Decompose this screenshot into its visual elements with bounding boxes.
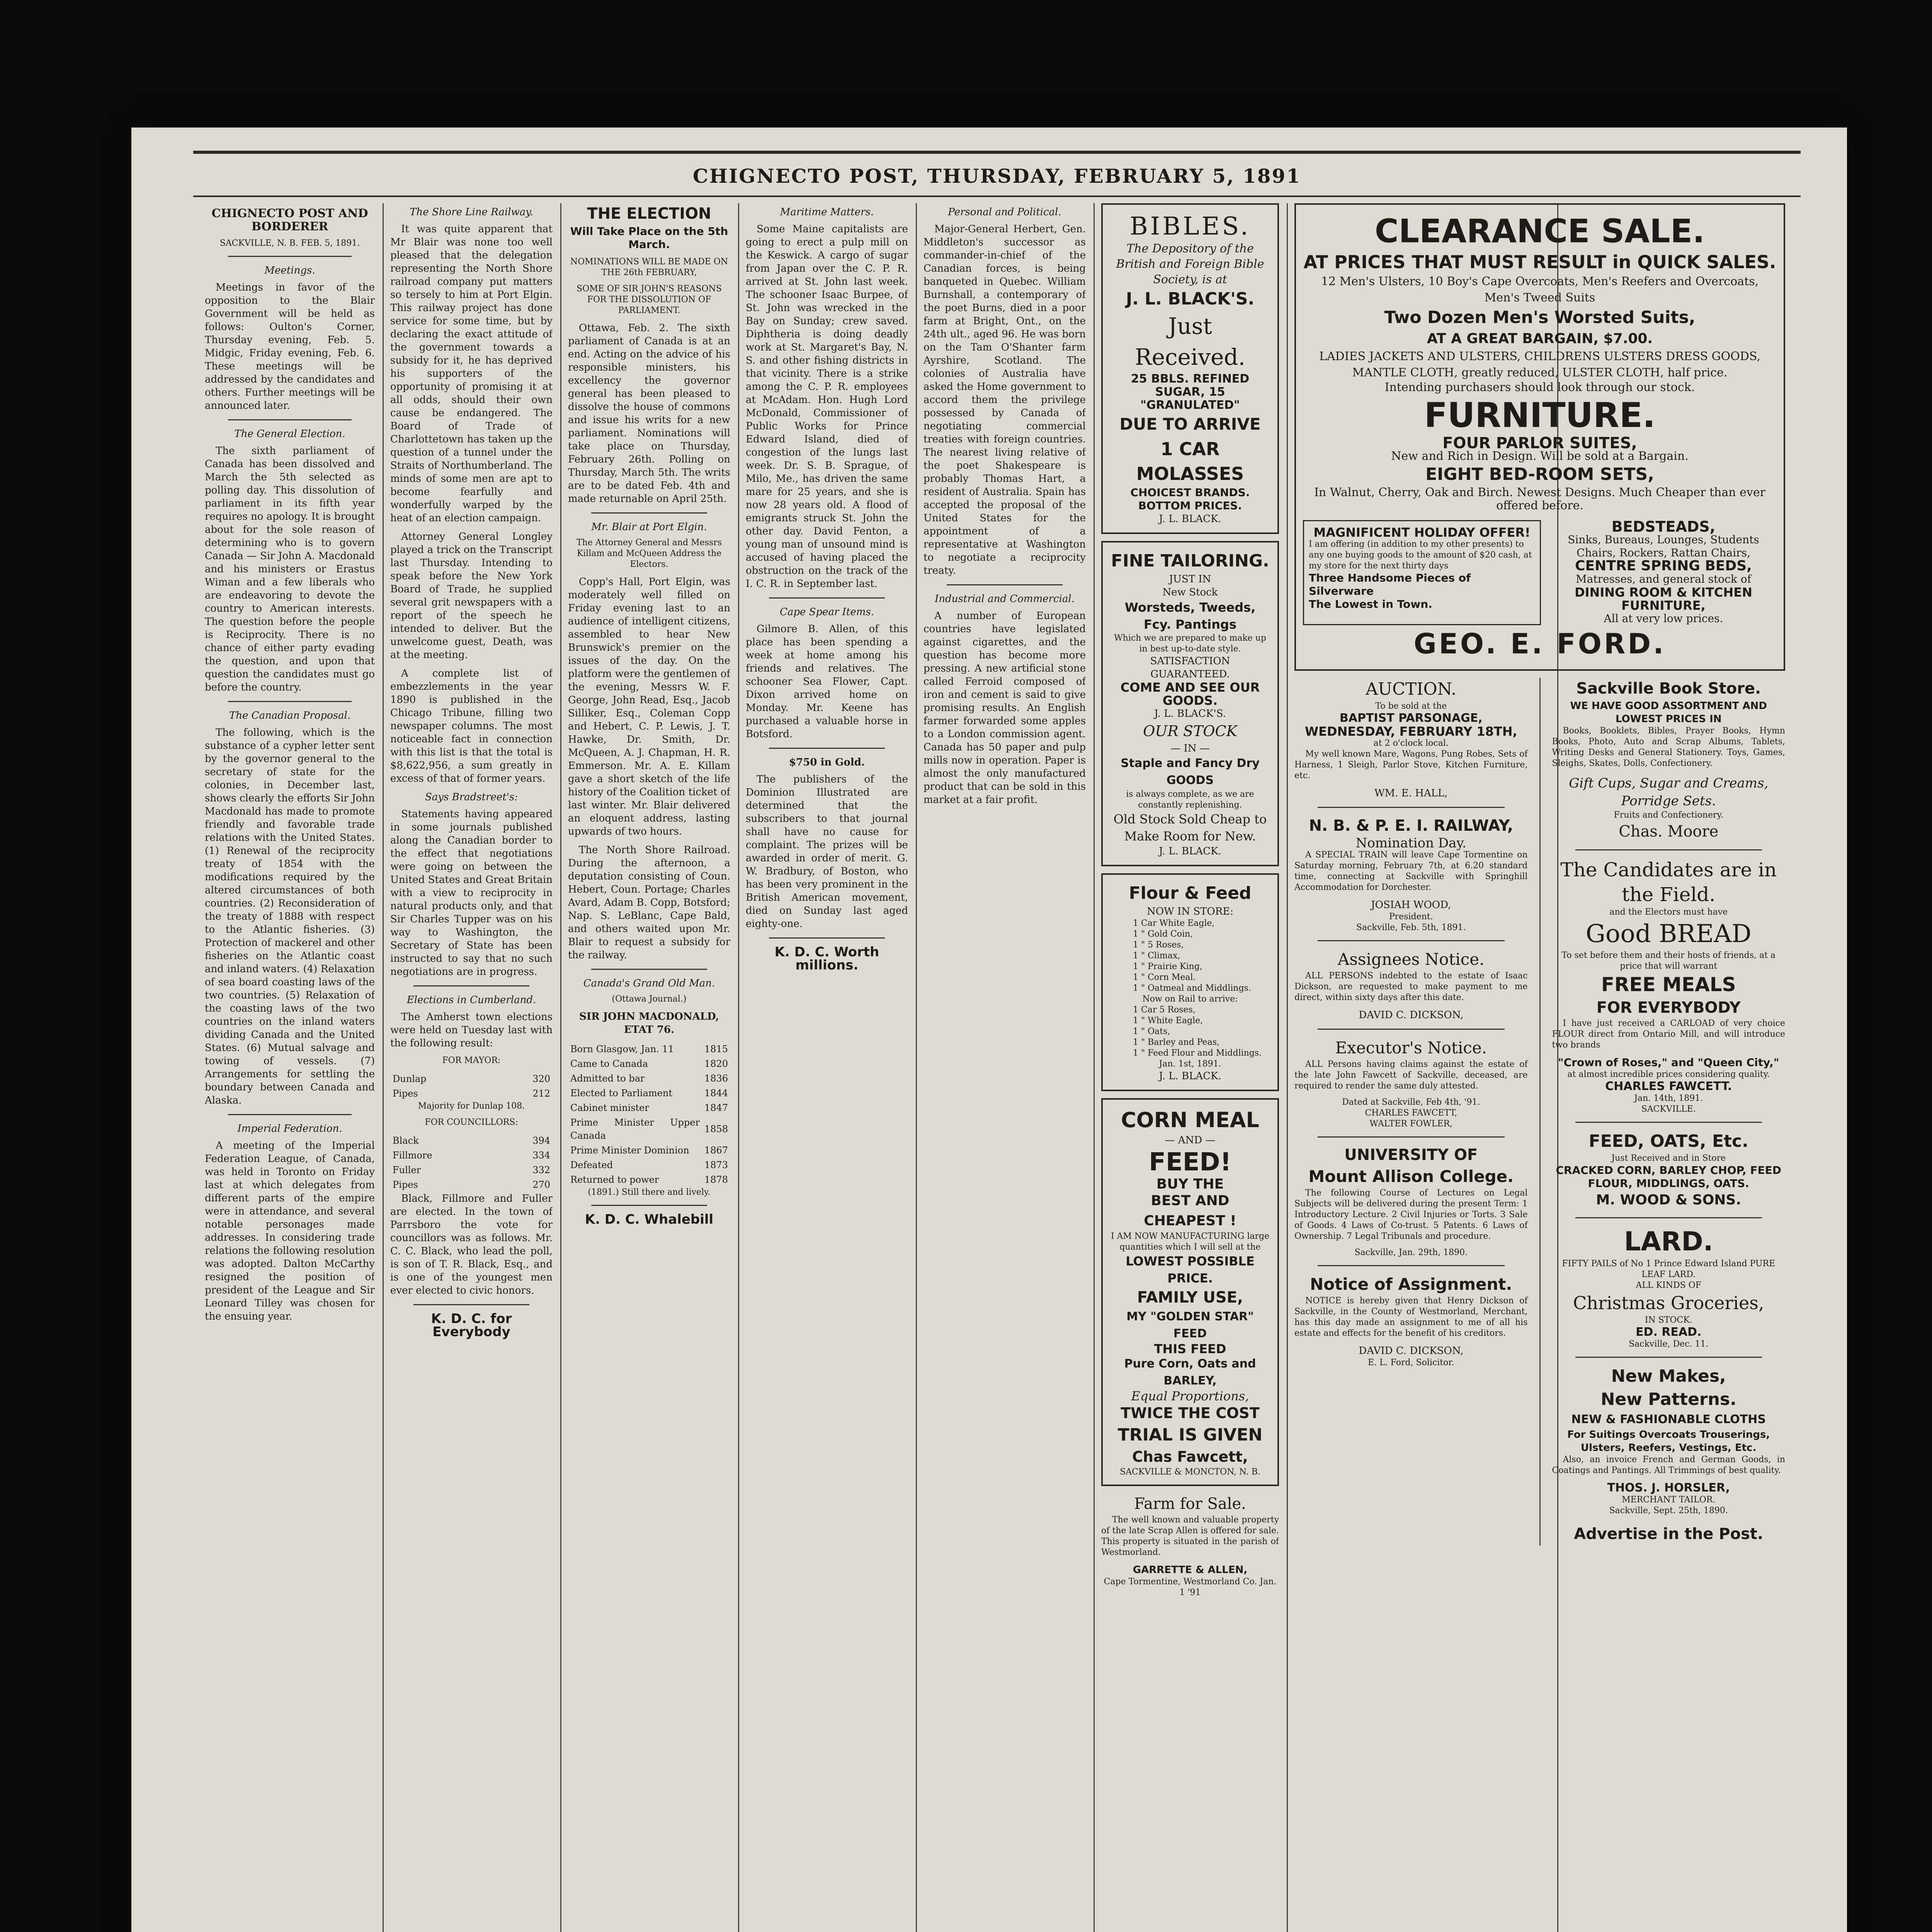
xmas-all: ALL KINDS OF [1636,1281,1701,1290]
flour-date: Jan. 1st, 1891. [1159,1059,1221,1069]
table-row [568,1143,730,1158]
executor-heading: Executor's Notice. [1335,1038,1487,1057]
mayor-majority: Majority for Dunlap 108. [418,1101,525,1111]
dining-line: DINING ROOM & KITCHEN FURNITURE, [1575,585,1752,613]
flour-price: at almost incredible prices considering quality. [1567,1070,1770,1079]
clearance-ad [1294,203,1785,671]
university-heading: UNIVERSITY OF [1344,1146,1478,1164]
timeline-event: Elected to Parliament [570,1088,672,1099]
book-store-signature: Chas. Moore [1619,823,1719,840]
industrial-text: A number of European countries have legislated against cigarettes, and the question has become more pressing. A new artificial stone called Ferroid composed of iron and cement is said to give promising results. An English farmer forwarded some apples to a London commission agent. Canada has 50 paper and pulp mills now in operation. Paper is almost the only manufactured product that can be sold in this market at a fair profit. [923,610,1086,806]
bradstreet-heading: Says Bradstreet's: [425,791,518,803]
separator [1575,1122,1762,1123]
corn-text: I AM NOW MANUFACTURING large quantities which I will sell at the [1111,1231,1270,1252]
cloths-heading: NEW & FASHIONABLE CLOTHS [1571,1413,1766,1426]
timeline-event: Prime Minister Dominion [570,1145,689,1156]
table-row [568,1086,730,1100]
furniture-heading: FURNITURE. [1424,395,1656,435]
gold-heading: $750 in Gold. [789,757,865,768]
column-black-ads [1101,203,1279,1932]
column-ford-ads [1294,203,1785,1932]
table-row [568,1158,730,1172]
north-shore-text: The North Shore Railroad. During the afternoon, a deputation consisting of Coun. Hebert, Coun. Portage; Charles Avard, Adam B. Copp, Botsford; Nap. S. LeBlanc, Cape Bald, and others waited upon Mr. Blair to request a subsidy for the railway. [568,844,730,961]
separator [591,1205,707,1206]
horsler-date: Sackville, Sept. 25th, 1890. [1609,1506,1728,1515]
molasses-line: 1 CAR MOLASSES [1136,439,1244,484]
furniture-row [1303,520,1777,625]
grand-old-man-footnote: (1891.) Still there and lively. [588,1187,711,1197]
separator [1318,807,1505,808]
candidate-votes: 320 [532,1073,550,1084]
cumberland-heading: Elections in Cumberland. [406,994,536,1006]
executor-date: Dated at Sackville, Feb 4th, '91. [1342,1097,1480,1107]
bibles-text: The Depository of the British and Foreign Bible Society, is at [1116,242,1264,286]
bibles-ad [1101,203,1279,534]
candidate-votes: 394 [532,1135,550,1146]
flour-heading: Flour & Feed [1129,883,1252,903]
newspaper-page [131,128,1847,1932]
twice-line: TWICE THE COST [1121,1405,1260,1422]
candidate-votes: 334 [532,1150,550,1161]
candidate-name: Fillmore [393,1150,432,1161]
feed-heading: FEED! [1149,1148,1231,1177]
flour-rail-item: 1 Car 5 Roses, [1133,1005,1196,1015]
railway-heading: N. B. & P. E. I. RAILWAY, [1309,817,1514,835]
executor-text: ALL Persons having claims against the estate of the late John Fawcett of Sackville, deceased, are required to render the same duly attested. [1294,1060,1528,1091]
auction-place: BAPTIST PARSONAGE, [1339,711,1483,725]
table-row [568,1042,730,1056]
timeline-year: 1820 [704,1058,728,1069]
bibles-heading: BIBLES. [1129,212,1251,241]
signature: J. L. BLACK. [1159,513,1221,525]
auction-sold: To be sold at the [1375,701,1447,711]
port-elgin-subhead: The Attorney General and Messrs Killam and McQueen Address the Electors. [576,538,722,569]
executor-signature: WALTER FOWLER, [1369,1119,1453,1129]
best-line: BEST AND CHEAPEST ! [1144,1193,1236,1229]
assignee-heading: Assignees Notice. [1338,950,1485,969]
ford-signature: GEO. E. FORD. [1413,628,1666,660]
lard-text: FIFTY PAILS of No 1 Prince Edward Island PURE LEAF LARD. [1562,1259,1776,1279]
book-store-gifts: Gift Cups, Sugar and Creams, Porridge Sets. [1569,776,1769,809]
imperial-federation-text: A meeting of the Imperial Federation League, of Canada, was held in Toronto on Friday last at which delegates from different parts of the empire were in attendance, and several notable personages made addresses. In considering trade relations the following resolution was adopted. Dalton McCarthy resigned the position of president of the League and Sir Leonard Tilley was chosen for the ensuing year. [205,1140,375,1322]
separator [1318,1265,1505,1266]
maritime-text: Some Maine capitalists are going to erect a pulp mill on the Keswick. A cargo of sugar from Japan over the C. P. R. arrived at St. John last week. The schooner Isaac Burpee, of St. John was wrecked in the Bay on Sunday; crew saved. Diphtheria is doing deadly work at St. Margaret's Bay, N. S. and other fishing districts in that vicinity. There is a strike among the C. P. R. employees at McAdam. Hon. Hugh Lord McDonald, Commissioner of Public Works for Prince Edward Island, died of congestion of the lungs last week. Dr. S. B. Sprague, of Milo, Me., has driven the same mare for 25 years, and she is now 28 years old. A flood of emigrants struck St. John the other day. David Fenton, a young man of unsound mind is accused of having placed the obstruction on the track of the I. C. R. in September last. [746,223,908,590]
flour-rail-item: 1 " Oats, [1133,1027,1170,1036]
bargain-line: AT A GREAT BARGAIN, $7.00. [1427,331,1653,347]
maritime-heading: Maritime Matters. [780,206,874,218]
timeline-event: Returned to power [570,1174,659,1185]
timeline-event: Came to Canada [570,1058,648,1069]
railway-signature: JOSIAH WOOD, [1371,899,1451,911]
signature: J. L. BLACK. [1159,845,1221,857]
lower-ads-left [1294,678,1528,1546]
read-signature: ED. READ. [1636,1325,1702,1339]
personal-text: Major-General Herbert, Gen. Middleton's successor as commander-in-chief of the Canadian forces, is being banqueted in Quebec. William Burnshall, a contemporary of the poet Burns, died in a poor farm at Bright, Ont., on the 24th ult., aged 96. He was born on the Tam O'Shanter farm Ayrshire, Scotland. The colonies of Australia have asked the Home government to accord them the privilege possessed by Canada of negotiating commercial treaties with foreign countries. The nearest living relative of the poet Shakespeare is probably Thomas Hart, a resident of Australia. Spain has accepted the proposal of the United States for the appointment of a representative at Washington to negotiate a reciprocity treaty. [923,223,1086,577]
signature: J. L. BLACK. [1159,1070,1221,1082]
fawcett-location: SACKVILLE & MONCTON, N. B. [1120,1467,1260,1477]
candidate-votes: 212 [532,1088,550,1099]
top-rule [193,151,1801,154]
tailoring-in: JUST IN [1169,573,1211,585]
table-row [390,1163,553,1177]
auction-date: WEDNESDAY, FEBRUARY 18TH, [1304,724,1517,739]
golden-line: MY "GOLDEN STAR" FEED [1126,1310,1254,1340]
stock-goods: Staple and Fancy Dry GOODS [1121,757,1260,787]
assignment-solicitor: E. L. Ford, Solicitor. [1368,1358,1454,1367]
tailoring-heading: FINE TAILORING. [1111,551,1269,571]
corn-and: — AND — [1165,1134,1216,1146]
election-heading: THE ELECTION [587,205,711,223]
masthead-rule [193,196,1801,197]
bibles-store: J. L. BLACK'S. [1126,289,1255,309]
parlor-text: New and Rich in Design. Will be sold at a Bargain. [1391,449,1689,463]
port-elgin-text: Copp's Hall, Port Elgin, was moderately well filled on Friday evening last to an audience of intelligent citizens, assembled to hear New Brunswick's premier on the issues of the day. On the platform were the gentlemen of the evening, Messrs W. F. George, John Read, Esq., Jacob Silliker, Esq., Coleman Copp and Hebert, C. P. Lewis, J. T. Hawke, Dr. Smith, Dr. McQueen, A. J. Chapman, H. R. Emmerson. Mr. A. E. Killam gave a short sketch of the life history of the Coalition ticket of last winter. Mr. Blair delivered an eloquent address, lasting upwards of two hours. [568,576,730,837]
fawcett-name: Chas Fawcett, [1132,1448,1248,1465]
xmas-heading: Christmas Groceries, [1573,1293,1764,1313]
flour-rail-item: 1 " Feed Flour and Middlings. [1133,1048,1262,1058]
bread-heading: Good BREAD [1585,920,1752,948]
column-divider [1539,678,1541,1546]
university-text: The following Course of Lectures on Legal Subjects will be delivered during the present Term: 1 Introductory Lecture. 2 Civil Injuries or Torts. 3 Sale of Goods. 4 Laws of Co-trust. 5 Patents. 6 Laws of Ownership. 7 Legal Tribunals and procedure. [1294,1188,1528,1241]
general-election-text: The sixth parliament of Canada has been dissolved and March the 5th selected as polling day. This dissolution of parliament in its fifth year requires no apology. It is brought about for the sole reason of determining who is to govern Canada — Sir John A. Macdonald and his ministers or Erastus Wiman and a few liberals who are endeavoring to devote the country to American interests. The question before the people is Reciprocity. There is no chance of either party evading the question, and upon that question the candidates must go before the country. [205,445,375,693]
farm-location: Cape Tormentine, Westmorland Co. Jan. 1 '91 [1104,1577,1277,1597]
holiday-pieces: Three Handsome Pieces of Silverware [1309,571,1471,597]
column-maritime [746,203,908,1932]
canadian-proposal-heading: The Canadian Proposal. [229,710,351,721]
railway-date: Sackville, Feb. 5th, 1891. [1356,923,1466,932]
bedsteads-block [1550,520,1777,625]
grand-old-man-source: (Ottawa Journal.) [612,994,687,1004]
column-editorial [205,203,375,1932]
book-store-heading: Sackville Book Store. [1576,680,1761,697]
column-divider [1094,203,1095,1932]
flour-road: Now on Rail to arrive: [1142,994,1238,1004]
flour-item: 1 " Corn Meal. [1133,973,1196,982]
cumberland-intro: The Amherst town elections were held on Tuesday last with the following result: [390,1011,553,1049]
mayor-label: FOR MAYOR: [442,1056,501,1065]
xmas-in-stock: IN STOCK. [1645,1315,1692,1325]
wood-signature: M. WOOD & SONS. [1596,1192,1742,1208]
fawcett-signature: CHARLES FAWCETT. [1605,1080,1732,1093]
nameplate: CHIGNECTO POST AND BORDERER [211,207,368,233]
fawcett-date: Jan. 14th, 1891. [1634,1094,1703,1103]
general-election-heading: The General Election. [234,428,345,440]
imperial-federation-heading: Imperial Federation. [237,1123,342,1134]
separator [1575,849,1762,850]
cape-spear-text: Gilmore B. Allen, of this place has been spending a week at home among his friends and relatives. The schooner Sea Flower, Capt. Dixon arrived home on Monday. Mr. Keene has purchased a valuable horse in Botsford. [746,623,908,740]
column-divider [383,203,384,1932]
for-everybody-line: FOR EVERYBODY [1596,999,1741,1017]
separator [228,419,352,420]
separator [413,985,529,986]
auction-heading: AUCTION. [1366,679,1457,699]
university-name: Mount Allison College. [1308,1167,1514,1186]
table-row [568,1172,730,1187]
councillors-label: FOR COUNCILLORS: [425,1117,518,1127]
meetings-heading: Meetings. [264,265,315,276]
pure-line: Pure Corn, Oats and BARLEY, [1124,1357,1256,1388]
railway-text: A SPECIAL TRAIN will leave Cape Tormentine on Saturday morning, February 7th, at 6.20 standard time, connecting at Sackville with Springhill Accommodation for Dorchester. [1294,850,1528,892]
timeline-year: 1873 [704,1160,728,1170]
timeline-year: 1867 [704,1145,728,1156]
ladies-line: LADIES JACKETS AND ULSTERS, CHILDRENS ULSTERS DRESS GOODS, MANTLE CLOTH, greatly reduced, ULSTER CLOTH, half price. [1319,350,1760,379]
separator [1575,1357,1762,1358]
table-row [390,1148,553,1163]
lowest-line: LOWEST POSSIBLE PRICE. [1126,1254,1255,1286]
council-results-table [390,1133,553,1192]
this-feed-line: THIS FEED [1154,1342,1226,1356]
candidate-name: Pipes [393,1088,418,1099]
column-personal [923,203,1086,1932]
molasses-sub: CHOICEST BRANDS. BOTTOM PRICES. [1130,486,1250,512]
nomination-heading: Nomination Day. [1355,835,1466,851]
table-row [568,1115,730,1143]
farm-heading: Farm for Sale. [1134,1495,1246,1513]
signature: J. L. BLACK'S. [1154,708,1226,719]
masthead-title: CHIGNECTO POST, THURSDAY, FEBRUARY 5, 1891 [692,165,1301,187]
tailoring-guarantee: SATISFACTION GUARANTEED. [1150,655,1230,680]
reasons-line: SOME OF SIR JOHN'S REASONS FOR THE DISSOLUTION OF PARLIAMENT. [577,284,722,315]
kdc-ad: K. D. C. Worth millions. [774,944,879,973]
auction-time: at 2 o'clock local. [1373,738,1449,748]
kdc-ad: K. D. C. Whalebill [585,1212,714,1227]
table-row [390,1133,553,1148]
flour-rail-item: 1 " White Eagle, [1133,1016,1203,1026]
flour-offer-text: I have just received a CARLOAD of very choice FLOUR direct from Ontario Mill, and will introduce two brands [1552,1019,1785,1050]
separator [228,1114,352,1115]
corn-heading: CORN MEAL [1121,1108,1259,1132]
candidate-name: Pipes [393,1179,418,1190]
timeline-event: Cabinet minister [570,1102,649,1113]
arrive-line: DUE TO ARRIVE [1119,415,1261,434]
tailoring-text: Which we are prepared to make up in best up-to-date style. [1114,633,1266,654]
grand-old-man-heading: Canada's Grand Old Man. [583,978,715,989]
election-text: Ottawa, Feb. 2. The sixth parliament of Canada is at an end. Acting on the advice of his responsible ministers, his excellency the governor general has been pleased to dissolve the house of commons and issue his writs for a new parliament. Nominations will take place on Thursday, February 26th. Polling on Thursday, March 5th. The writs are to be dated Feb. 4th and made returnable on April 25th. [568,322,730,505]
auction-text: My well known Mare, Wagons, Pung Robes, Sets of Harness, 1 Sleigh, Parlor Stove, Kitchen Furniture, etc. [1294,749,1528,781]
cape-spear-heading: Cape Spear Items. [779,606,874,618]
cloths-also: Also, an invoice French and German Goods, in Coatings and Pantings. All Trimmings of best quality. [1552,1455,1785,1475]
bradstreet-text: Statements having appeared in some journals published along the Canadian border to the effect that negotiations were going on between the United States and Great Britain with a view to reciprocity in natural products only, and that Sir Charles Tupper was on his way to Washington, the Secretary of State has been instructed to say that no such negotiations are in progress. [390,808,553,978]
separator [769,937,885,939]
timeline-event: Prime Minister Upper Canada [570,1117,700,1141]
port-elgin-heading: Mr. Blair at Port Elgin. [591,521,707,533]
dateline: SACKVILLE, N. B. FEB. 5, 1891. [219,238,360,248]
separator [413,1304,529,1305]
cumberland-text: Black, Fillmore and Fuller are elected. In the town of Parrsboro the vote for councillors was as follows. Mr. C. C. Black, who lead the poll, is son of T. R. Black, Esq., and is one of the youngest men ever elected to civic honors. [390,1193,553,1296]
column-divider [560,203,561,1932]
flour-item: 1 " Gold Coin, [1133,929,1193,939]
nominations-line: NOMINATIONS WILL BE MADE ON THE 26th FEBRUARY, [570,257,728,277]
table-row [568,1071,730,1086]
embezzlement-text: A complete list of embezzlements in the year 1890 is published in the Chicago Tribune, filling two newspaper columns. The most noticeable fact in connection with this list is that the total is $8,622,956, a sum greatly in excess of that of former years. [390,668,553,784]
family-line: FAMILY USE, [1137,1289,1243,1306]
table-row [390,1071,553,1086]
candidate-votes: 332 [532,1165,550,1175]
separator [1318,940,1505,941]
university-date: Sackville, Jan. 29th, 1890. [1354,1248,1468,1257]
canadian-proposal-text: The following, which is the substance of a cypher letter sent by the governor general to the secretary of state for the colonies, in December last, shows clearly the efforts Sir John Macdonald has made to promote friendly and favorable trade relations with the United States. (1) Renewal of the reciprocity treaty of 1854 with the modifications required by the altered circumstances of both countries. (2) Reconsideration of the treaty of 1888 with respect to the Atlantic fisheries. (3) Protection of mackerel and other fisheries on the Atlantic coast and inland waters. (4) Relaxation of sea board coasting laws of the two countries. (5) Relaxation of the coasting laws of the two countries on the inland waters dividing Canada and the United States. (6) Mutual salvage and towing of vessels. (7) Arrangements for settling the boundary between Canada and Alaska. [205,727,375,1106]
corn-meal-ad [1101,1098,1279,1486]
kdc-ad: K. D. C. for Everybody [431,1311,512,1340]
holiday-offer [1303,520,1541,625]
assignee-text: ALL PERSONS indebted to the estate of Isaac Dickson, are requested to make payment to me direct, within sixty days after this date. [1294,971,1528,1002]
sugar-line: 25 BBLS. REFINED SUGAR, 15 "GRANULATED" [1131,372,1250,412]
bedsteads-heading: BEDSTEADS, [1611,518,1716,535]
free-meals-line: FREE MEALS [1601,973,1736,996]
meetings-text: Meetings in favor of the opposition to the Blair Government will be held as follows: Oulton's Corner, Thursday evening, Feb. 5. Midgic, Friday evening, Feb. 6. These meetings will be addressed by the candidates and others. Further meetings will be announced later. [205,282,375,412]
attorney-text: Attorney General Longley played a trick on the Transcript last Thursday. Intending to speak before the New York Board of Trade, he supplied several grit newspapers with a report of the speech he intended to deliver. But the unwelcome guest, Death, was at the meeting. [390,531,553,661]
timeline-year: 1878 [704,1174,728,1185]
timeline-event: Admitted to bar [570,1073,645,1084]
equal-line: Equal Proportions, [1131,1389,1249,1403]
column-divider [738,203,739,1932]
horsler-signature: THOS. J. HORSLER, [1607,1481,1730,1495]
separator [1318,1136,1505,1138]
election-subhead: Will Take Place on the 5th March. [570,225,728,251]
stock-text: is always complete, as we are constantly replenishing. [1126,789,1254,810]
shore-line-heading: The Shore Line Railway. [410,206,533,218]
separator [947,584,1063,585]
stock-cheap: Old Stock Sold Cheap to Make Room for New. [1113,812,1267,844]
separator [1318,1029,1505,1030]
centre-line: CENTRE SPRING BEDS, [1575,558,1752,574]
flour-item: 1 " 5 Roses, [1133,940,1184,950]
industrial-heading: Industrial and Commercial. [935,593,1075,605]
bread-text: To set before them and their hosts of friends, at a price that will warrant [1561,951,1776,971]
lower-ads-right [1552,678,1786,1546]
advertise-line: Advertise in the Post. [1574,1525,1764,1543]
assignment-text: NOTICE is hereby given that Henry Dickson of Sackville, in the County of Westmorland, Merchant, has this day made an assignment to me of all his estate and effects for the benefit of his creditors. [1294,1296,1528,1338]
horsler-title: MERCHANT TAILOR. [1622,1495,1716,1505]
prices-line: AT PRICES THAT MUST RESULT in QUICK SALES. [1303,252,1776,272]
separator [591,969,707,970]
timeline-year: 1858 [704,1124,728,1134]
candidate-votes: 270 [532,1179,550,1190]
bedroom-text: In Walnut, Cherry, Oak and Birch. Newest Designs. Much Cheaper than ever offered before. [1314,486,1765,512]
timeline-year: 1844 [704,1088,728,1099]
flour-item: 1 " Climax, [1133,951,1180,961]
executor-signature: CHARLES FAWCETT, [1365,1108,1458,1118]
separator [591,512,707,514]
read-date: Sackville, Dec. 11. [1629,1339,1709,1349]
separator [769,748,885,749]
feed-received: Just Received and in Store [1611,1153,1726,1163]
assignment-heading: Notice of Assignment. [1310,1275,1512,1294]
separator [228,256,352,257]
column-divider [916,203,917,1932]
table-row [390,1177,553,1192]
auction-signature: WM. E. HALL, [1374,787,1448,799]
tailoring-call: COME AND SEE OUR GOODS. [1120,680,1260,708]
electors-line: and the Electors must have [1609,907,1728,917]
buy-line: BUY THE [1156,1176,1224,1192]
ulsters-line: 12 Men's Ulsters, 10 Boy's Cape Overcoats, Men's Reefers and Overcoats, Men's Tweed Suits [1321,275,1759,304]
column-divider [1287,203,1288,1932]
timeline-table [568,1042,730,1187]
personal-heading: Personal and Political. [948,206,1061,218]
new-makes-heading: New Makes, [1611,1366,1726,1386]
received-heading: Just Received. [1134,313,1245,370]
cloths-text: For Suitings Overcoats Trouserings, Ulsters, Reefers, Vestings, Etc. [1567,1429,1770,1454]
lower-ads [1294,678,1785,1546]
candidate-name: Black [393,1135,419,1146]
tailoring-stock: New Stock [1162,587,1218,598]
book-store-text: Books, Booklets, Bibles, Prayer Books, Hymn Books, Photo, Auto and Scrap Albums, Tablets, Writing Desks and General Stationery. Toys, Games, Sleighs, Skates, Dolls, Confectionery. [1552,726,1785,768]
worsted-line: Two Dozen Men's Worsted Suits, [1384,308,1696,327]
timeline-year: 1847 [704,1102,728,1113]
farm-text: The well known and valuable property of the late Scrap Allen is offered for sale. This property is situated in the parish of Westmorland. [1101,1515,1279,1557]
holiday-heading: MAGNIFICENT HOLIDAY OFFER! [1313,525,1531,540]
assignee-signature: DAVID C. DICKSON, [1359,1009,1464,1021]
feed-items: CRACKED CORN, BARLEY CHOP, FEED FLOUR, MIDDLINGS, OATS. [1556,1164,1782,1190]
column-shore-line [390,203,553,1932]
table-row [568,1056,730,1071]
separator [228,701,352,702]
timeline-year: 1815 [704,1044,728,1054]
fawcett-location: SACKVILLE. [1641,1104,1696,1114]
bedsteads-text: Sinks, Bureaus, Lounges, Students Chairs, Rockers, Rattan Chairs, [1568,533,1759,559]
stock-in: — IN — [1170,743,1210,754]
candidates-heading: The Candidates are in the Field. [1560,859,1777,906]
flour-item: 1 Car White Eagle, [1133,918,1215,928]
holiday-text: I am offering (in addition to my other presents) to any one buying goods to the amount of $20 cash, at my store for the next thirty days [1309,539,1532,571]
timeline-year: 1836 [704,1073,728,1084]
candidate-name: Dunlap [393,1073,427,1084]
grand-old-man-name: SIR JOHN MACDONALD, ETAT 76. [579,1011,719,1036]
tailoring-ad [1101,541,1279,866]
flour-feed-ad [1101,873,1279,1091]
intending-line: Intending purchasers should look through our stock. [1384,381,1695,394]
table-row [568,1100,730,1115]
book-store-sub: WE HAVE GOOD ASSORTMENT AND LOWEST PRICES IN [1570,700,1767,725]
bedroom-line: EIGHT BED-ROOM SETS, [1425,464,1654,484]
flour-item: 1 " Prairie King, [1133,962,1202,971]
trial-line: TRIAL IS GIVEN [1117,1425,1263,1445]
gold-text: The publishers of the Dominion Illustrated are determined that the subscribers to that journal shall have no cause for complaint. The prizes will be awarded in order of merit. G. W. Bradbury, of Boston, who has been very prominent in the British American movement, died on Sunday last aged eighty-one. [746,774,908,930]
assignment-signature: DAVID C. DICKSON, [1359,1345,1464,1357]
railway-title: President. [1389,912,1433,922]
timeline-event: Born Glasgow, Jan. 11 [570,1044,674,1054]
separator [769,597,885,599]
column-election [568,203,730,1932]
holiday-lowest: The Lowest in Town. [1309,598,1432,611]
shore-line-text: It was quite apparent that Mr Blair was none too well pleased that the delegation representing the North Shore railroad company put matters so tersely to him at Port Elgin. This railway project has done service for some time, but by declaring the exact attitude of the government towards a subsidy for it, he has deprived his supporters of the opportunity of promising it at all odds, should their own cause be endangered. The Board of Trade of Charlottetown has taken up the question of a tunnel under the Straits of Northumberland. The minds of some men are apt to become fearfully and wonderfully warped by the heat of an election campaign. [390,223,553,524]
farm-signature: GARRETTE & ALLEN, [1133,1564,1248,1576]
candidate-name: Fuller [393,1165,421,1175]
tailoring-goods: Worsteds, Tweeds, Fcy. Pantings [1124,600,1256,632]
feed-oats-heading: FEED, OATS, Etc. [1588,1131,1748,1151]
centre-text: Matresses, and general stock of [1576,573,1751,585]
parlor-line: FOUR PARLOR SUITES, [1442,434,1637,452]
stock-heading: OUR STOCK [1143,723,1237,740]
table-row [390,1086,553,1101]
flour-item: 1 " Oatmeal and Middlings. [1133,983,1251,993]
flour-brands: "Crown of Roses," and "Queen City," [1558,1056,1779,1069]
timeline-event: Defeated [570,1160,613,1170]
new-patterns-heading: New Patterns. [1600,1389,1736,1409]
flour-store: NOW IN STORE: [1146,906,1234,917]
flour-rail-item: 1 " Barley and Peas, [1133,1037,1219,1047]
book-store-fruits: Fruits and Confectionery. [1614,810,1724,820]
separator [1575,1217,1762,1218]
clearance-heading: CLEARANCE SALE. [1374,212,1705,250]
lard-heading: LARD. [1624,1226,1713,1257]
mayor-results-table [390,1071,553,1101]
low-line: All at very low prices. [1604,612,1723,625]
